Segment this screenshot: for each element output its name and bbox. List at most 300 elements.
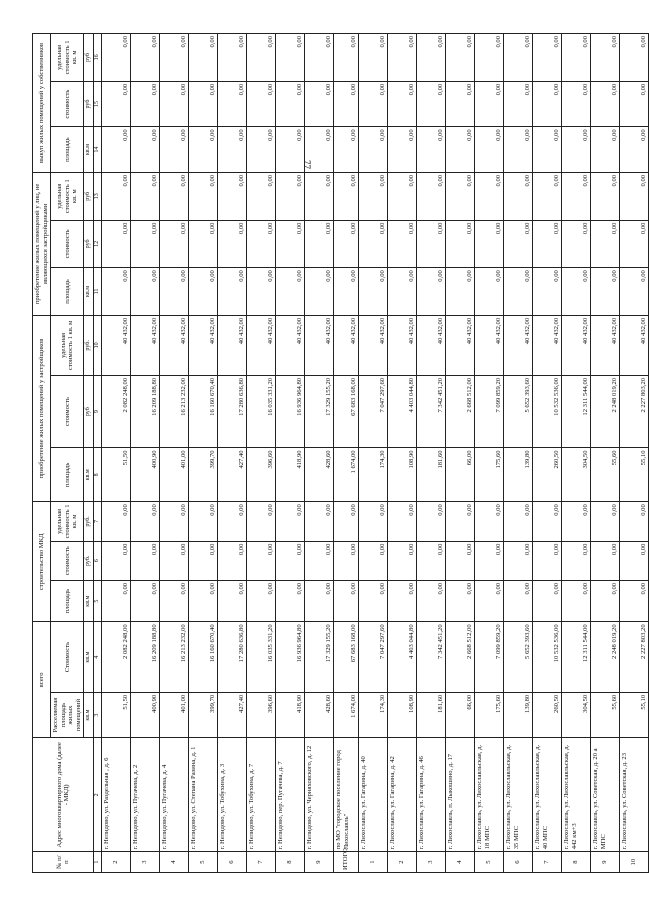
table-row bbox=[102, 34, 131, 873]
unit-rub: руб bbox=[84, 172, 94, 220]
row-purchase-cost: 2 227 803,20 bbox=[620, 375, 649, 448]
row-purchase-area: 174,30 bbox=[359, 448, 388, 502]
row-purchase-unit-cost: 40 432,00 bbox=[247, 315, 276, 375]
row-buyout-area: 0,00 bbox=[504, 127, 533, 173]
row-resettled-area: 174,30 bbox=[359, 692, 388, 738]
unit-rub: руб bbox=[84, 220, 94, 268]
row-number: 1 bbox=[359, 852, 388, 873]
row-nondev-unit-cost: 0,00 bbox=[620, 172, 649, 220]
row-construction-unit-cost: 0,00 bbox=[276, 502, 305, 541]
row-buyout-unit-cost: 0,00 bbox=[334, 34, 359, 82]
row-purchase-cost: 10 532 536,00 bbox=[533, 375, 562, 448]
row-total-cost: 16 213 232,00 bbox=[160, 622, 189, 692]
row-nondev-cost: 0,00 bbox=[591, 220, 620, 268]
header-total-cost: Стоимость bbox=[51, 622, 84, 692]
row-buyout-area: 0,00 bbox=[102, 127, 131, 173]
table-row bbox=[591, 34, 620, 873]
row-construction-unit-cost: 0,00 bbox=[591, 502, 620, 541]
row-purchase-area: 260,50 bbox=[533, 448, 562, 502]
header-cost: стоимость bbox=[51, 81, 84, 127]
row-purchase-unit-cost: 40 432,00 bbox=[131, 315, 160, 375]
row-construction-area: 0,00 bbox=[131, 580, 160, 621]
row-nondev-cost: 0,00 bbox=[620, 220, 649, 268]
header-cost: стоимость bbox=[51, 541, 84, 580]
row-buyout-unit-cost: 0,00 bbox=[189, 34, 218, 82]
row-construction-unit-cost: 0,00 bbox=[102, 502, 131, 541]
row-address: г. Нелидово, ул. Тобухина, д. 7 bbox=[247, 738, 276, 852]
row-construction-cost: 0,00 bbox=[533, 541, 562, 580]
table-row bbox=[359, 34, 388, 873]
row-purchase-cost: 17 329 155,20 bbox=[305, 375, 334, 448]
table-row bbox=[247, 34, 276, 873]
row-buyout-area: 0,00 bbox=[591, 127, 620, 173]
row-construction-unit-cost: 0,00 bbox=[305, 502, 334, 541]
row-address: г. Лихославль, ул. Лихославльская, д. 18 МПС bbox=[475, 738, 504, 852]
row-purchase-unit-cost: 40 432,00 bbox=[620, 315, 649, 375]
row-buyout-area: 0,00 bbox=[533, 127, 562, 173]
row-purchase-cost: 16 209 188,80 bbox=[131, 375, 160, 448]
row-purchase-unit-cost: 40 432,00 bbox=[591, 315, 620, 375]
row-construction-area: 0,00 bbox=[102, 580, 131, 621]
row-nondev-area: 0,00 bbox=[305, 268, 334, 316]
unit-sqm: кв.м bbox=[84, 622, 94, 692]
table-row bbox=[533, 34, 562, 873]
row-buyout-area: 0,00 bbox=[620, 127, 649, 173]
row-buyout-cost: 0,00 bbox=[102, 81, 131, 127]
header-row-column-index bbox=[94, 34, 102, 873]
row-number: 2 bbox=[388, 852, 417, 873]
row-buyout-unit-cost: 0,00 bbox=[359, 34, 388, 82]
row-number: ИТОГО bbox=[334, 852, 359, 873]
row-nondev-cost: 0,00 bbox=[504, 220, 533, 268]
row-total-cost: 2 668 512,00 bbox=[446, 622, 475, 692]
header-unit-cost: удельная стоимость 1 кв. м bbox=[51, 172, 84, 220]
table-row bbox=[218, 34, 247, 873]
header-group-purchase-developers: приобретение жилых помещений у застройщиков bbox=[33, 315, 51, 501]
row-total-cost: 17 280 636,80 bbox=[218, 622, 247, 692]
row-number: 6 bbox=[504, 852, 533, 873]
row-construction-area: 0,00 bbox=[388, 580, 417, 621]
row-resettled-area: 418,90 bbox=[276, 692, 305, 738]
row-construction-unit-cost: 0,00 bbox=[131, 502, 160, 541]
table-row bbox=[131, 34, 160, 873]
row-resettled-area: 304,50 bbox=[562, 692, 591, 738]
row-resettled-area: 108,90 bbox=[388, 692, 417, 738]
row-nondev-area: 0,00 bbox=[388, 268, 417, 316]
row-construction-cost: 0,00 bbox=[562, 541, 591, 580]
column-index-cell: 4 bbox=[94, 622, 102, 692]
row-buyout-unit-cost: 0,00 bbox=[417, 34, 446, 82]
row-purchase-cost: 17 280 636,80 bbox=[218, 375, 247, 448]
row-construction-cost: 0,00 bbox=[334, 541, 359, 580]
row-buyout-cost: 0,00 bbox=[562, 81, 591, 127]
row-address: г. Нелидово, ул. Степана Разина, д. 1 bbox=[189, 738, 218, 852]
row-buyout-cost: 0,00 bbox=[620, 81, 649, 127]
row-construction-unit-cost: 0,00 bbox=[562, 502, 591, 541]
row-nondev-unit-cost: 0,00 bbox=[504, 172, 533, 220]
row-nondev-area: 0,00 bbox=[533, 268, 562, 316]
table-body bbox=[102, 34, 649, 873]
row-purchase-area: 401,00 bbox=[160, 448, 189, 502]
row-total-cost: 17 329 155,20 bbox=[305, 622, 334, 692]
row-buyout-area: 0,00 bbox=[247, 127, 276, 173]
row-buyout-cost: 0,00 bbox=[417, 81, 446, 127]
row-address: г. Лихославль, ул. Лихославльская, д. 40 МПС bbox=[533, 738, 562, 852]
table-row bbox=[160, 34, 189, 873]
row-number: 7 bbox=[247, 852, 276, 873]
row-total-cost: 2 082 248,00 bbox=[102, 622, 131, 692]
row-construction-area: 0,00 bbox=[533, 580, 562, 621]
header-area: площадь bbox=[51, 448, 84, 502]
row-address: г. Нелидово, ул. Раздельная , д. 6 bbox=[102, 738, 131, 852]
row-nondev-unit-cost: 0,00 bbox=[131, 172, 160, 220]
row-purchase-area: 396,60 bbox=[247, 448, 276, 502]
row-address: г. Лихославль, ул. Лихославльская, д. 35 МПС bbox=[504, 738, 533, 852]
row-purchase-unit-cost: 40 432,00 bbox=[305, 315, 334, 375]
row-purchase-unit-cost: 40 432,00 bbox=[189, 315, 218, 375]
row-construction-cost: 0,00 bbox=[475, 541, 504, 580]
row-buyout-cost: 0,00 bbox=[305, 81, 334, 127]
row-nondev-unit-cost: 0,00 bbox=[189, 172, 218, 220]
row-buyout-cost: 0,00 bbox=[475, 81, 504, 127]
row-address: г. Нелидово, ул. Пугачева, д. 4 bbox=[160, 738, 189, 852]
row-address: г. Лихославль, ул. Гагарина, д. 40 bbox=[359, 738, 388, 852]
row-construction-cost: 0,00 bbox=[591, 541, 620, 580]
row-total-cost: 12 311 544,00 bbox=[562, 622, 591, 692]
row-construction-cost: 0,00 bbox=[160, 541, 189, 580]
header-unit-cost: удельная стоимость 1 кв. м bbox=[51, 502, 84, 541]
row-construction-area: 0,00 bbox=[446, 580, 475, 621]
column-index-cell: 7 bbox=[94, 502, 102, 541]
row-nondev-cost: 0,00 bbox=[334, 220, 359, 268]
row-purchase-unit-cost: 40 432,00 bbox=[446, 315, 475, 375]
row-resettled-area: 55,60 bbox=[591, 692, 620, 738]
row-construction-cost: 0,00 bbox=[102, 541, 131, 580]
unit-sqm: кв.м bbox=[84, 268, 94, 316]
column-index-cell: 11 bbox=[94, 268, 102, 316]
row-nondev-unit-cost: 0,00 bbox=[276, 172, 305, 220]
header-group-purchase-nondevelopers: приобретение жилых помещений у лиц, не являющихся застройщиками bbox=[33, 172, 51, 315]
row-number: 3 bbox=[131, 852, 160, 873]
row-address: г. Нелидово, ул. Пугачева, д. 2 bbox=[131, 738, 160, 852]
row-number: 8 bbox=[562, 852, 591, 873]
column-index-cell: 15 bbox=[94, 81, 102, 127]
header-group-buyout: выкуп жилых помещений у собственников bbox=[33, 34, 51, 173]
row-construction-cost: 0,00 bbox=[131, 541, 160, 580]
row-purchase-cost: 7 099 859,20 bbox=[475, 375, 504, 448]
table-row bbox=[388, 34, 417, 873]
row-buyout-unit-cost: 0,00 bbox=[620, 34, 649, 82]
row-total-cost: 16 209 188,80 bbox=[131, 622, 160, 692]
row-purchase-cost: 2 082 248,00 bbox=[102, 375, 131, 448]
row-purchase-unit-cost: 40 432,00 bbox=[475, 315, 504, 375]
unit-rub: руб. bbox=[84, 315, 94, 375]
row-buyout-unit-cost: 0,00 bbox=[562, 34, 591, 82]
row-nondev-cost: 0,00 bbox=[417, 220, 446, 268]
row-purchase-area: 175,60 bbox=[475, 448, 504, 502]
row-purchase-cost: 67 683 168,00 bbox=[334, 375, 359, 448]
column-index-cell: 1 bbox=[94, 852, 102, 873]
row-construction-cost: 0,00 bbox=[446, 541, 475, 580]
row-purchase-area: 400,90 bbox=[131, 448, 160, 502]
row-total-cost: 16 035 331,20 bbox=[247, 622, 276, 692]
row-purchase-area: 418,90 bbox=[276, 448, 305, 502]
row-resettled-area: 401,00 bbox=[160, 692, 189, 738]
row-total-cost: 5 652 393,60 bbox=[504, 622, 533, 692]
unit-rub: руб. bbox=[84, 541, 94, 580]
header-group-construction: строительство МКД bbox=[33, 502, 51, 622]
row-buyout-cost: 0,00 bbox=[388, 81, 417, 127]
row-purchase-unit-cost: 40 432,00 bbox=[102, 315, 131, 375]
row-buyout-unit-cost: 0,00 bbox=[247, 34, 276, 82]
row-buyout-area: 0,00 bbox=[334, 127, 359, 173]
header-unit-cost: удельная стоимость 1 кв. м bbox=[51, 315, 84, 375]
row-buyout-cost: 0,00 bbox=[533, 81, 562, 127]
row-buyout-unit-cost: 0,00 bbox=[276, 34, 305, 82]
row-buyout-unit-cost: 0,00 bbox=[533, 34, 562, 82]
row-construction-cost: 0,00 bbox=[247, 541, 276, 580]
row-purchase-cost: 16 160 670,40 bbox=[189, 375, 218, 448]
row-number: 5 bbox=[189, 852, 218, 873]
row-resettled-area: 399,70 bbox=[189, 692, 218, 738]
row-nondev-area: 0,00 bbox=[131, 268, 160, 316]
row-buyout-unit-cost: 0,00 bbox=[475, 34, 504, 82]
row-buyout-unit-cost: 0,00 bbox=[102, 34, 131, 82]
row-purchase-area: 1 674,00 bbox=[334, 448, 359, 502]
row-address: г. Лихославль, ул. Гагарина, д. 42 bbox=[388, 738, 417, 852]
page-number: 77 bbox=[302, 160, 312, 169]
row-construction-unit-cost: 0,00 bbox=[247, 502, 276, 541]
header-cost: стоимость bbox=[51, 375, 84, 448]
row-buyout-cost: 0,00 bbox=[334, 81, 359, 127]
row-purchase-area: 181,60 bbox=[417, 448, 446, 502]
row-buyout-area: 0,00 bbox=[388, 127, 417, 173]
row-number: 9 bbox=[591, 852, 620, 873]
column-index-cell: 12 bbox=[94, 220, 102, 268]
row-nondev-unit-cost: 0,00 bbox=[591, 172, 620, 220]
row-construction-area: 0,00 bbox=[417, 580, 446, 621]
row-resettled-area: 181,60 bbox=[417, 692, 446, 738]
row-buyout-area: 0,00 bbox=[475, 127, 504, 173]
row-resettled-area: 55,10 bbox=[620, 692, 649, 738]
row-address: г. Лихославль, ул. Лихославльская, д. 442 км+3 bbox=[562, 738, 591, 852]
row-resettled-area: 428,60 bbox=[305, 692, 334, 738]
row-construction-area: 0,00 bbox=[305, 580, 334, 621]
row-purchase-area: 427,40 bbox=[218, 448, 247, 502]
row-nondev-cost: 0,00 bbox=[533, 220, 562, 268]
row-nondev-unit-cost: 0,00 bbox=[475, 172, 504, 220]
row-nondev-area: 0,00 bbox=[218, 268, 247, 316]
row-buyout-cost: 0,00 bbox=[189, 81, 218, 127]
row-purchase-cost: 2 248 019,20 bbox=[591, 375, 620, 448]
unit-rub: руб bbox=[84, 81, 94, 127]
row-buyout-cost: 0,00 bbox=[131, 81, 160, 127]
resettlement-table bbox=[32, 33, 649, 873]
row-construction-area: 0,00 bbox=[247, 580, 276, 621]
row-purchase-cost: 2 668 512,00 bbox=[446, 375, 475, 448]
table-total-row bbox=[334, 34, 359, 873]
row-address: г. Лихославль, ул. Гагарина, д. 46 bbox=[417, 738, 446, 852]
row-purchase-unit-cost: 40 432,00 bbox=[160, 315, 189, 375]
column-index-cell: 6 bbox=[94, 541, 102, 580]
row-construction-unit-cost: 0,00 bbox=[446, 502, 475, 541]
header-cost: стоимость bbox=[51, 220, 84, 268]
row-nondev-area: 0,00 bbox=[160, 268, 189, 316]
row-nondev-area: 0,00 bbox=[446, 268, 475, 316]
row-purchase-cost: 16 936 964,80 bbox=[276, 375, 305, 448]
row-purchase-area: 55,10 bbox=[620, 448, 649, 502]
row-construction-unit-cost: 0,00 bbox=[218, 502, 247, 541]
row-construction-unit-cost: 0,00 bbox=[533, 502, 562, 541]
header-area: площадь bbox=[51, 268, 84, 316]
header-number: № п/п bbox=[33, 852, 94, 873]
header-group-total: всего bbox=[33, 622, 51, 738]
row-construction-unit-cost: 0,00 bbox=[504, 502, 533, 541]
row-nondev-area: 0,00 bbox=[276, 268, 305, 316]
row-resettled-area: 51,50 bbox=[102, 692, 131, 738]
row-buyout-unit-cost: 0,00 bbox=[446, 34, 475, 82]
row-number: 9 bbox=[305, 852, 334, 873]
row-purchase-unit-cost: 40 432,00 bbox=[334, 315, 359, 375]
row-construction-cost: 0,00 bbox=[189, 541, 218, 580]
column-index-cell: 9 bbox=[94, 375, 102, 448]
row-total-cost: 2 248 019,20 bbox=[591, 622, 620, 692]
row-total-cost: 7 099 859,20 bbox=[475, 622, 504, 692]
row-purchase-cost: 7 047 297,60 bbox=[359, 375, 388, 448]
row-purchase-cost: 4 403 044,80 bbox=[388, 375, 417, 448]
column-index-cell: 8 bbox=[94, 448, 102, 502]
row-nondev-cost: 0,00 bbox=[305, 220, 334, 268]
header-resettled-area: Расселяемая площадь жилых помещений bbox=[51, 692, 84, 738]
row-nondev-unit-cost: 0,00 bbox=[305, 172, 334, 220]
row-resettled-area: 1 674,00 bbox=[334, 692, 359, 738]
row-total-cost: 4 403 044,80 bbox=[388, 622, 417, 692]
row-purchase-area: 139,80 bbox=[504, 448, 533, 502]
row-nondev-cost: 0,00 bbox=[218, 220, 247, 268]
row-purchase-cost: 16 213 232,00 bbox=[160, 375, 189, 448]
row-resettled-area: 260,50 bbox=[533, 692, 562, 738]
row-nondev-cost: 0,00 bbox=[189, 220, 218, 268]
row-nondev-cost: 0,00 bbox=[276, 220, 305, 268]
row-construction-area: 0,00 bbox=[334, 580, 359, 621]
row-construction-area: 0,00 bbox=[591, 580, 620, 621]
row-total-cost: 10 532 536,00 bbox=[533, 622, 562, 692]
table-row bbox=[276, 34, 305, 873]
row-buyout-unit-cost: 0,00 bbox=[131, 34, 160, 82]
row-resettled-area: 175,60 bbox=[475, 692, 504, 738]
row-nondev-cost: 0,00 bbox=[446, 220, 475, 268]
row-buyout-unit-cost: 0,00 bbox=[218, 34, 247, 82]
row-construction-area: 0,00 bbox=[562, 580, 591, 621]
column-index-cell: 3 bbox=[94, 692, 102, 738]
row-construction-unit-cost: 0,00 bbox=[334, 502, 359, 541]
row-construction-area: 0,00 bbox=[189, 580, 218, 621]
row-address: г. Лихославль, ул. Советская, д. 20 а МПС bbox=[591, 738, 620, 852]
row-buyout-area: 0,00 bbox=[359, 127, 388, 173]
header-area: площадь bbox=[51, 580, 84, 621]
table-row bbox=[562, 34, 591, 873]
unit-sqm: кв.м bbox=[84, 580, 94, 621]
row-nondev-unit-cost: 0,00 bbox=[417, 172, 446, 220]
row-construction-area: 0,00 bbox=[475, 580, 504, 621]
row-total-cost: 67 683 168,00 bbox=[334, 622, 359, 692]
row-construction-cost: 0,00 bbox=[504, 541, 533, 580]
column-index-cell: 10 bbox=[94, 315, 102, 375]
row-address: г. Нелидово, ул. Тобухина, д. 3 bbox=[218, 738, 247, 852]
row-address: г. Нелидово, пер. Пугачева, д. 7 bbox=[276, 738, 305, 852]
column-index-cell: 16 bbox=[94, 34, 102, 82]
row-number: 10 bbox=[620, 852, 649, 873]
row-nondev-cost: 0,00 bbox=[562, 220, 591, 268]
row-construction-cost: 0,00 bbox=[388, 541, 417, 580]
row-total-cost: 2 227 803,20 bbox=[620, 622, 649, 692]
row-nondev-area: 0,00 bbox=[247, 268, 276, 316]
row-resettled-area: 400,90 bbox=[131, 692, 160, 738]
row-address: по МО "городское поселение город Лихославль" bbox=[334, 738, 359, 852]
row-number: 7 bbox=[533, 852, 562, 873]
unit-rub: руб. bbox=[84, 502, 94, 541]
rotated-table-container bbox=[32, 33, 647, 873]
row-purchase-area: 108,90 bbox=[388, 448, 417, 502]
row-buyout-area: 0,00 bbox=[417, 127, 446, 173]
header-address: Адрес многоквартирного дома (далее - МКД) bbox=[33, 738, 94, 852]
row-resettled-area: 396,60 bbox=[247, 692, 276, 738]
row-nondev-area: 0,00 bbox=[189, 268, 218, 316]
row-construction-area: 0,00 bbox=[504, 580, 533, 621]
row-construction-cost: 0,00 bbox=[620, 541, 649, 580]
row-construction-unit-cost: 0,00 bbox=[475, 502, 504, 541]
row-buyout-area: 0,00 bbox=[446, 127, 475, 173]
row-resettled-area: 66,00 bbox=[446, 692, 475, 738]
row-buyout-cost: 0,00 bbox=[591, 81, 620, 127]
row-construction-unit-cost: 0,00 bbox=[189, 502, 218, 541]
row-construction-area: 0,00 bbox=[218, 580, 247, 621]
row-purchase-unit-cost: 40 432,00 bbox=[388, 315, 417, 375]
row-number: 8 bbox=[276, 852, 305, 873]
row-nondev-area: 0,00 bbox=[359, 268, 388, 316]
row-buyout-area: 0,00 bbox=[562, 127, 591, 173]
row-nondev-unit-cost: 0,00 bbox=[102, 172, 131, 220]
row-nondev-unit-cost: 0,00 bbox=[359, 172, 388, 220]
row-construction-cost: 0,00 bbox=[276, 541, 305, 580]
row-address: г. Лихославль, ул. Советская, д. 23 bbox=[620, 738, 649, 852]
row-nondev-cost: 0,00 bbox=[247, 220, 276, 268]
row-resettled-area: 139,80 bbox=[504, 692, 533, 738]
table-row bbox=[504, 34, 533, 873]
row-nondev-unit-cost: 0,00 bbox=[446, 172, 475, 220]
column-index-cell: 2 bbox=[94, 738, 102, 852]
row-nondev-area: 0,00 bbox=[417, 268, 446, 316]
row-buyout-area: 0,00 bbox=[160, 127, 189, 173]
row-nondev-unit-cost: 0,00 bbox=[218, 172, 247, 220]
row-number: 2 bbox=[102, 852, 131, 873]
unit-rub: руб bbox=[84, 34, 94, 82]
table-row bbox=[475, 34, 504, 873]
row-nondev-cost: 0,00 bbox=[388, 220, 417, 268]
row-address: г. Лихославль, п. Лыкошино, д. 17 bbox=[446, 738, 475, 852]
row-buyout-unit-cost: 0,00 bbox=[591, 34, 620, 82]
row-address: г. Нелидово, ул. Черняховского, д. 12 bbox=[305, 738, 334, 852]
row-construction-cost: 0,00 bbox=[305, 541, 334, 580]
unit-sqm: кв.м bbox=[84, 692, 94, 738]
row-buyout-cost: 0,00 bbox=[446, 81, 475, 127]
row-purchase-unit-cost: 40 432,00 bbox=[276, 315, 305, 375]
unit-sqm: кв.м bbox=[84, 127, 94, 173]
row-nondev-cost: 0,00 bbox=[359, 220, 388, 268]
row-total-cost: 16 936 964,80 bbox=[276, 622, 305, 692]
row-purchase-area: 428,60 bbox=[305, 448, 334, 502]
row-total-cost: 16 160 670,40 bbox=[189, 622, 218, 692]
